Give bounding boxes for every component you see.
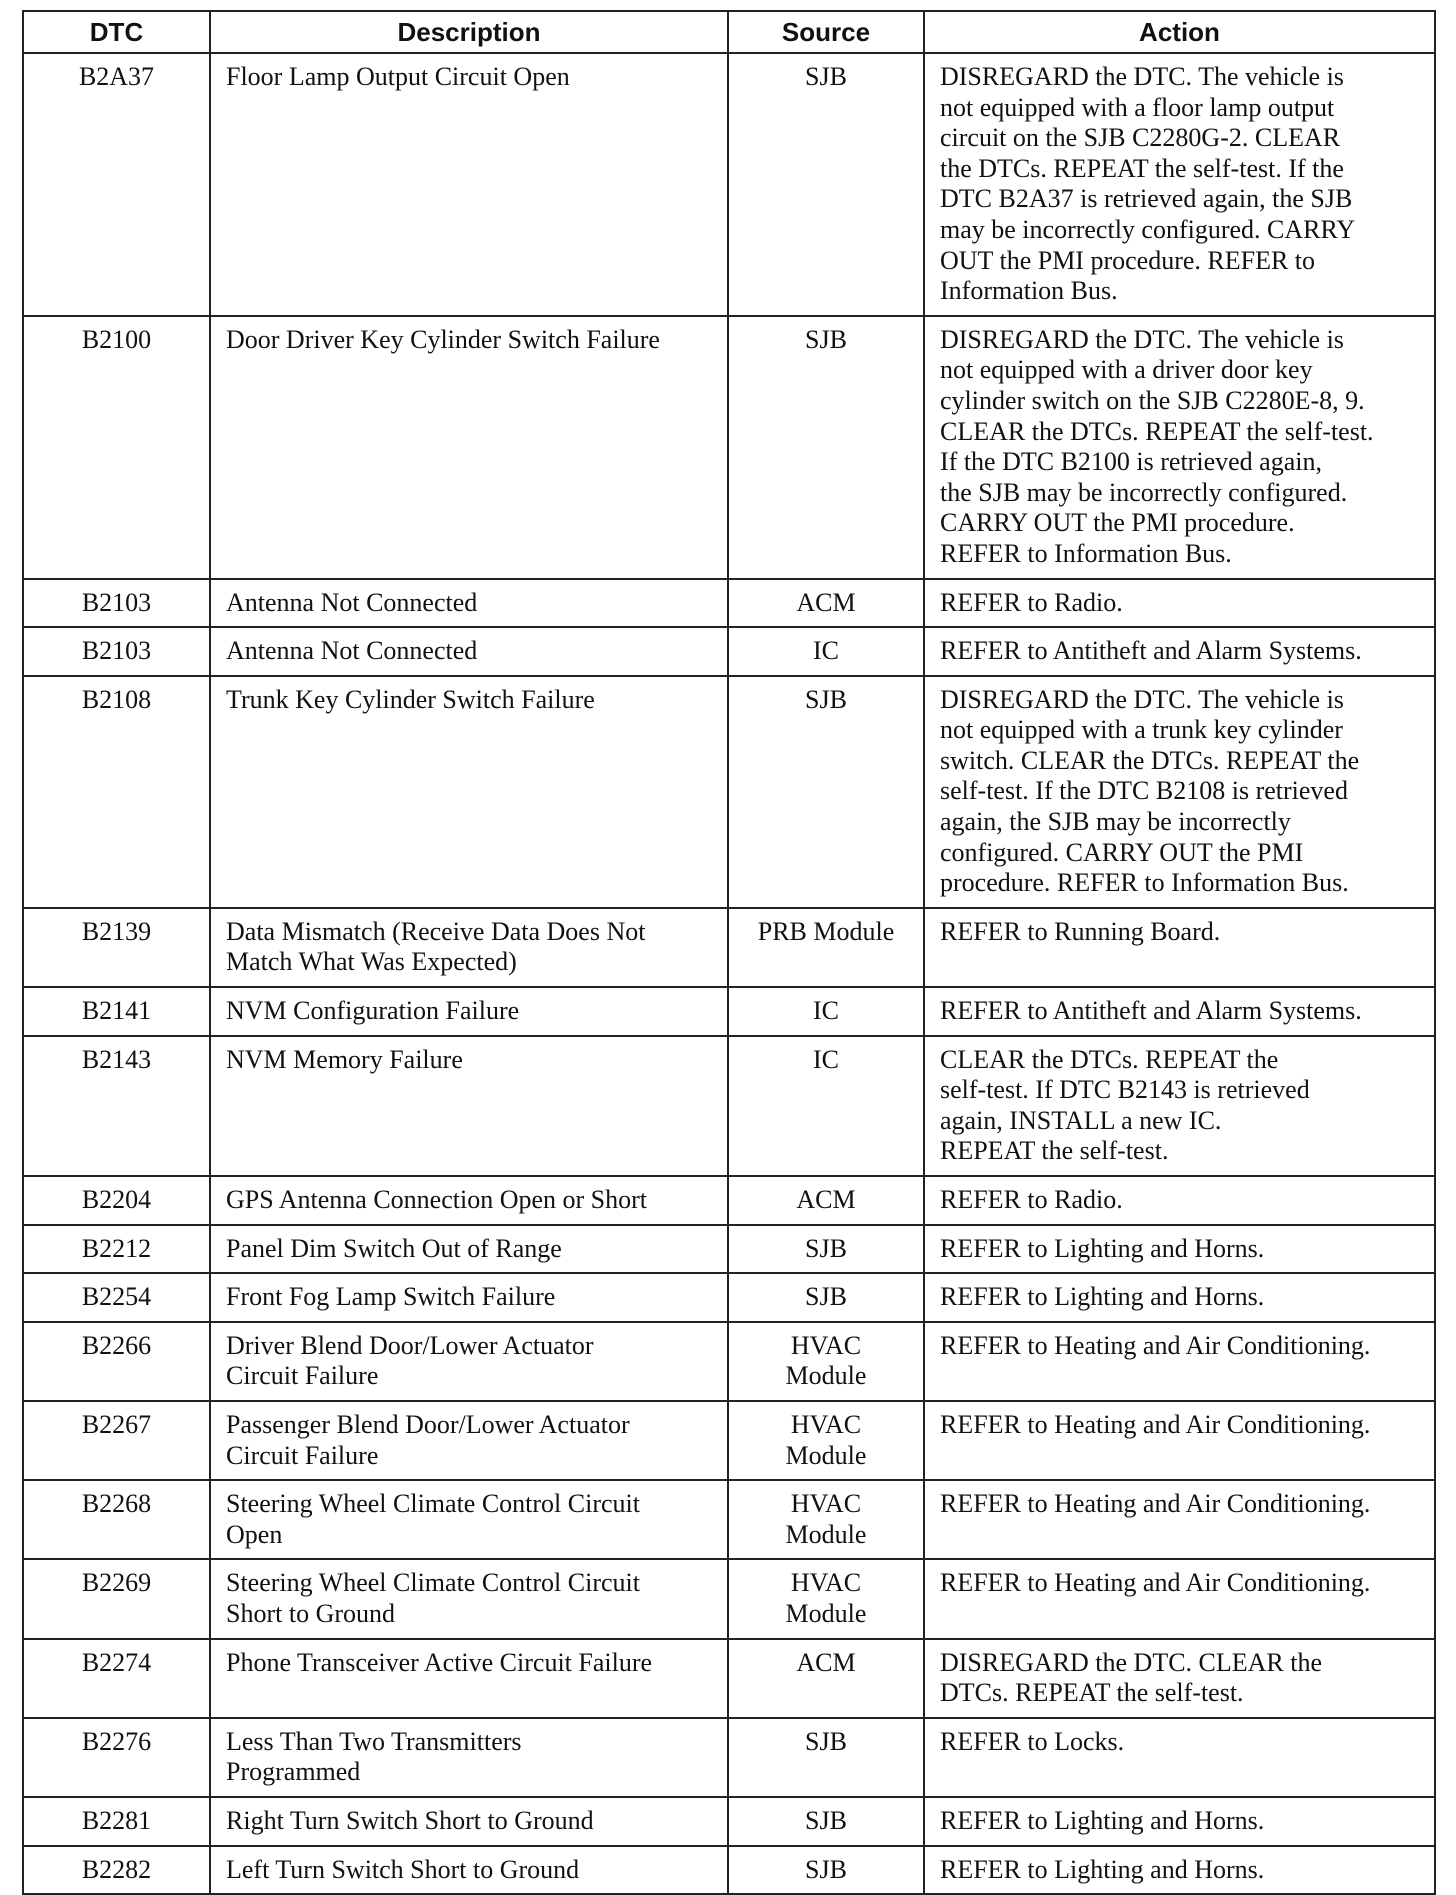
action-cell: DISREGARD the DTC. The vehicle is not equipped with a driver door key cylinder switch on the SJB C2280E-8, 9. CLEAR the DTCs. REPEAT the self-test. If the DTC B2100 is retrieved again, the SJB may be incorrectly configured. CARRY OUT the PMI procedure. REFER to Information Bus. xyxy=(924,316,1435,579)
description-cell: NVM Configuration Failure xyxy=(210,987,728,1036)
table-row xyxy=(23,1401,1435,1480)
table-row xyxy=(23,316,1435,579)
action-cell: REFER to Locks. xyxy=(924,1718,1435,1797)
table-row xyxy=(23,1176,1435,1225)
source-cell: SJB xyxy=(728,53,924,316)
table-row xyxy=(23,579,1435,628)
source-cell: HVAC Module xyxy=(728,1322,924,1401)
dtc-code-cell: B2141 xyxy=(23,987,210,1036)
table-row xyxy=(23,1273,1435,1322)
action-cell: REFER to Heating and Air Conditioning. xyxy=(924,1401,1435,1480)
description-cell: Data Mismatch (Receive Data Does Not Match What Was Expected) xyxy=(210,908,728,987)
description-cell: Panel Dim Switch Out of Range xyxy=(210,1225,728,1274)
source-cell: ACM xyxy=(728,1639,924,1718)
header-dtc: DTC xyxy=(23,11,210,53)
source-cell: HVAC Module xyxy=(728,1401,924,1480)
dtc-code-cell: B2274 xyxy=(23,1639,210,1718)
description-cell: Passenger Blend Door/Lower Actuator Circuit Failure xyxy=(210,1401,728,1480)
description-cell: Left Turn Switch Short to Ground xyxy=(210,1846,728,1895)
description-cell: Phone Transceiver Active Circuit Failure xyxy=(210,1639,728,1718)
action-cell: DISREGARD the DTC. The vehicle is not equipped with a trunk key cylinder switch. CLEAR the DTCs. REPEAT the self-test. If the DTC B2108 is retrieved again, the SJB may be incorrectly configured. CARRY OUT the PMI procedure. REFER to Information Bus. xyxy=(924,676,1435,908)
source-cell: PRB Module xyxy=(728,908,924,987)
dtc-code-cell: B2A37 xyxy=(23,53,210,316)
description-cell: Steering Wheel Climate Control Circuit Short to Ground xyxy=(210,1559,728,1638)
source-cell: HVAC Module xyxy=(728,1559,924,1638)
action-cell: DISREGARD the DTC. CLEAR the DTCs. REPEAT the self-test. xyxy=(924,1639,1435,1718)
table-row xyxy=(23,1846,1435,1895)
dtc-code-cell: B2282 xyxy=(23,1846,210,1895)
table-row xyxy=(23,1718,1435,1797)
dtc-code-cell: B2108 xyxy=(23,676,210,908)
action-cell: DISREGARD the DTC. The vehicle is not equipped with a floor lamp output circuit on the SJB C2280G-2. CLEAR the DTCs. REPEAT the self-test. If the DTC B2A37 is retrieved again, the SJB may be incorrectly configured. CARRY OUT the PMI procedure. REFER to Information Bus. xyxy=(924,53,1435,316)
table-body xyxy=(23,53,1435,1894)
description-cell: Driver Blend Door/Lower Actuator Circuit Failure xyxy=(210,1322,728,1401)
action-cell: REFER to Antitheft and Alarm Systems. xyxy=(924,627,1435,676)
action-cell: REFER to Heating and Air Conditioning. xyxy=(924,1559,1435,1638)
source-cell: SJB xyxy=(728,1225,924,1274)
action-cell: REFER to Radio. xyxy=(924,1176,1435,1225)
table-row xyxy=(23,1225,1435,1274)
table-row xyxy=(23,1797,1435,1846)
description-cell: Antenna Not Connected xyxy=(210,627,728,676)
dtc-code-cell: B2103 xyxy=(23,627,210,676)
header-action: Action xyxy=(924,11,1435,53)
source-cell: IC xyxy=(728,627,924,676)
description-cell: Right Turn Switch Short to Ground xyxy=(210,1797,728,1846)
source-cell: ACM xyxy=(728,1176,924,1225)
action-cell: REFER to Radio. xyxy=(924,579,1435,628)
dtc-code-cell: B2269 xyxy=(23,1559,210,1638)
source-cell: SJB xyxy=(728,1718,924,1797)
description-cell: NVM Memory Failure xyxy=(210,1036,728,1176)
dtc-code-cell: B2281 xyxy=(23,1797,210,1846)
table-row xyxy=(23,1559,1435,1638)
source-cell: HVAC Module xyxy=(728,1480,924,1559)
description-cell: Front Fog Lamp Switch Failure xyxy=(210,1273,728,1322)
source-cell: IC xyxy=(728,1036,924,1176)
action-cell: REFER to Antitheft and Alarm Systems. xyxy=(924,987,1435,1036)
action-cell: REFER to Lighting and Horns. xyxy=(924,1797,1435,1846)
source-cell: SJB xyxy=(728,676,924,908)
action-cell: REFER to Heating and Air Conditioning. xyxy=(924,1322,1435,1401)
table-row xyxy=(23,627,1435,676)
source-cell: SJB xyxy=(728,316,924,579)
table-row xyxy=(23,1639,1435,1718)
dtc-code-cell: B2204 xyxy=(23,1176,210,1225)
dtc-code-cell: B2268 xyxy=(23,1480,210,1559)
table-row xyxy=(23,908,1435,987)
table-row xyxy=(23,53,1435,316)
action-cell: REFER to Lighting and Horns. xyxy=(924,1225,1435,1274)
description-cell: Antenna Not Connected xyxy=(210,579,728,628)
source-cell: SJB xyxy=(728,1273,924,1322)
action-cell: REFER to Lighting and Horns. xyxy=(924,1273,1435,1322)
dtc-code-cell: B2254 xyxy=(23,1273,210,1322)
header-row xyxy=(23,11,1435,53)
action-cell: CLEAR the DTCs. REPEAT the self-test. If DTC B2143 is retrieved again, INSTALL a new IC. REPEAT the self-test. xyxy=(924,1036,1435,1176)
dtc-code-cell: B2143 xyxy=(23,1036,210,1176)
dtc-code-cell: B2276 xyxy=(23,1718,210,1797)
dtc-table xyxy=(22,10,1436,1895)
dtc-code-cell: B2212 xyxy=(23,1225,210,1274)
dtc-code-cell: B2267 xyxy=(23,1401,210,1480)
dtc-code-cell: B2103 xyxy=(23,579,210,628)
table-row xyxy=(23,1322,1435,1401)
description-cell: Less Than Two Transmitters Programmed xyxy=(210,1718,728,1797)
description-cell: Steering Wheel Climate Control Circuit Open xyxy=(210,1480,728,1559)
header-source: Source xyxy=(728,11,924,53)
table-row xyxy=(23,1036,1435,1176)
table-row xyxy=(23,1480,1435,1559)
source-cell: SJB xyxy=(728,1797,924,1846)
action-cell: REFER to Lighting and Horns. xyxy=(924,1846,1435,1895)
description-cell: Trunk Key Cylinder Switch Failure xyxy=(210,676,728,908)
description-cell: GPS Antenna Connection Open or Short xyxy=(210,1176,728,1225)
table-row xyxy=(23,987,1435,1036)
description-cell: Door Driver Key Cylinder Switch Failure xyxy=(210,316,728,579)
dtc-code-cell: B2139 xyxy=(23,908,210,987)
dtc-code-cell: B2266 xyxy=(23,1322,210,1401)
header-description: Description xyxy=(210,11,728,53)
dtc-code-cell: B2100 xyxy=(23,316,210,579)
table-row xyxy=(23,676,1435,908)
description-cell: Floor Lamp Output Circuit Open xyxy=(210,53,728,316)
action-cell: REFER to Running Board. xyxy=(924,908,1435,987)
source-cell: ACM xyxy=(728,579,924,628)
source-cell: IC xyxy=(728,987,924,1036)
source-cell: SJB xyxy=(728,1846,924,1895)
action-cell: REFER to Heating and Air Conditioning. xyxy=(924,1480,1435,1559)
